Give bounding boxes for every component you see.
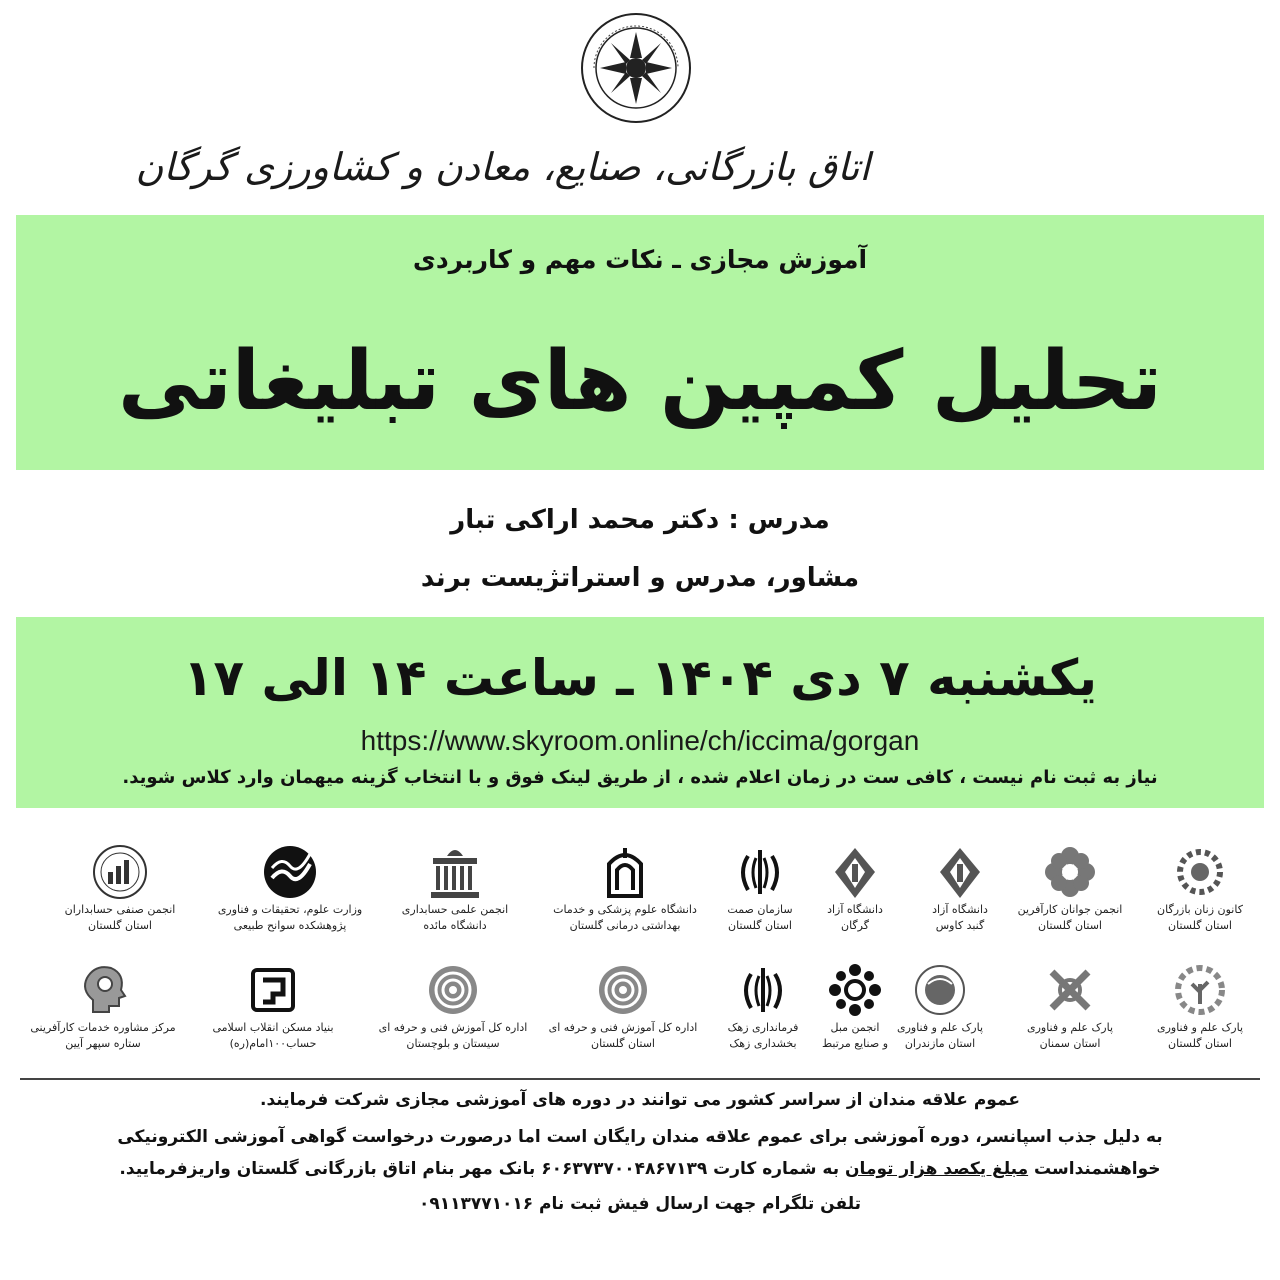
sponsor-item — [193, 960, 353, 1052]
sponsor-name: پارک علم و فناوری — [1156, 1021, 1244, 1034]
accountants-guild-icon — [90, 842, 150, 902]
sponsor-region: استان مازندران — [904, 1037, 976, 1050]
sponsor-item — [210, 842, 370, 934]
sponsor-item — [23, 960, 183, 1052]
sponsor-name: پارک علم و فناوری — [1026, 1021, 1114, 1034]
header — [0, 0, 1280, 205]
sponsor-item — [543, 960, 703, 1052]
course-panel — [16, 215, 1264, 470]
sponsor-region: حساب۱۰۰امام(ره) — [229, 1037, 317, 1050]
gear-flower-icon — [1170, 842, 1230, 902]
footer-line: عموم علاقه مندان از سراسر کشور می توانند در دوره های آموزشی مجازی شرکت فرمایند. — [260, 1090, 1020, 1110]
sponsor-region: گرگان — [841, 919, 869, 932]
tech-park-icon — [1040, 960, 1100, 1020]
university-building-icon — [425, 842, 485, 902]
sponsor-name: وزارت علوم، تحقیقات و فناوری — [217, 903, 363, 916]
sponsor-region: استان گلستان — [1038, 919, 1102, 932]
science-ministry-icon — [260, 842, 320, 902]
azad-university-icon — [930, 842, 990, 902]
sponsor-name: انجمن مبل — [830, 1021, 880, 1034]
sponsor-name: انجمن جوانان کارآفرین — [1017, 903, 1123, 916]
payment-text: خواهشمنداست — [1028, 1159, 1161, 1179]
footer-divider — [20, 1078, 1260, 1080]
sponsor-region: گنبد کاوس — [935, 919, 985, 932]
sponsor-name: انجمن علمی حسابداری — [401, 903, 509, 916]
course-title: تحلیل کمپین های تبلیغاتی — [118, 334, 1162, 429]
sponsor-name: پارک علم و فناوری — [896, 1021, 984, 1034]
sponsor-name: اداره کل آموزش فنی و حرفه ای — [378, 1021, 528, 1034]
sponsor-name: دانشگاه علوم پزشکی و خدمات — [553, 903, 697, 916]
sponsor-name: دانشگاه آزاد — [932, 903, 988, 916]
sponsor-region: استان گلستان — [1168, 919, 1232, 932]
fee-amount: مبلغ یکصد هزار تومان — [845, 1159, 1029, 1179]
vocational-training-icon — [423, 960, 483, 1020]
teacher-role: مشاور، مدرس و استراتژیست برند — [420, 563, 860, 593]
sponsor-region: ستاره سپهر آیین — [65, 1037, 141, 1050]
sponsor-item — [375, 842, 535, 934]
chamber-seal-icon — [580, 12, 692, 124]
sponsor-region: دانشگاه مائده — [423, 919, 487, 932]
sponsor-name: اداره کل آموزش فنی و حرفه ای — [548, 1021, 698, 1034]
sponsor-region: استان گلستان — [88, 919, 152, 932]
footer-line: به دلیل جذب اسپانسر، دوره آموزشی برای عموم علاقه مندان رایگان است اما درصورت درخواست گواهی آموزشی الکترونیکی — [117, 1127, 1163, 1147]
tech-park-icon — [1170, 960, 1230, 1020]
flower-emblem-icon — [1040, 842, 1100, 902]
sponsor-name: کانون زنان بازرگان — [1157, 903, 1243, 916]
consulting-head-icon — [73, 960, 133, 1020]
sponsor-name: فرمانداری زهک — [727, 1021, 799, 1034]
sponsor-item — [373, 960, 533, 1052]
sponsor-region: بهداشتی درمانی گلستان — [569, 919, 681, 932]
teacher-name: مدرس : دکتر محمد اراکی تبار — [450, 505, 830, 535]
sponsor-item — [545, 842, 705, 934]
sponsor-name: سازمان صمت — [727, 903, 793, 916]
sponsor-region: استان گلستان — [1168, 1037, 1232, 1050]
sponsor-name: مرکز مشاوره خدمات کارآفرینی — [30, 1021, 176, 1034]
sponsor-name: دانشگاه آزاد — [827, 903, 883, 916]
session-link[interactable]: https://www.skyroom.online/ch/iccima/gorgan — [360, 725, 920, 756]
course-subtitle: آموزش مجازی ـ نکات مهم و کاربردی — [412, 245, 868, 274]
sponsor-region: استان گلستان — [728, 919, 792, 932]
payment-card-text: به شماره کارت ۶۰۶۳۷۳۷۰۰۴۸۶۷۱۳۹ بانک مهر بنام اتاق بازرگانی گلستان واریزفرمایید. — [119, 1159, 846, 1179]
sponsor-item — [40, 842, 200, 934]
sponsor-region: پژوهشکده سوانح طبیعی — [233, 919, 347, 932]
sponsor-region: استان گلستان — [591, 1037, 655, 1050]
registration-note: نیاز به ثبت نام نیست ، کافی ست در زمان اعلام شده ، از طریق لینک فوق و با انتخاب گزینه میهمان وارد کلاس شوید. — [122, 767, 1158, 788]
session-datetime: یکشنبه ۷ دی ۱۴۰۴ ـ ساعت ۱۴ الی ۱۷ — [183, 649, 1097, 707]
contact-phone: تلفن تلگرام جهت ارسال فیش ثبت نام ۰۹۱۱۳۷۷۱۰۱۶ — [418, 1194, 862, 1214]
sponsor-name: انجمن صنفی حسابداران — [64, 903, 176, 916]
housing-foundation-icon — [243, 960, 303, 1020]
sponsor-item — [683, 960, 843, 1052]
organization-name: اتاق بازرگانی، صنایع، معادن و کشاورزی گرگان — [135, 145, 870, 189]
vocational-training-icon — [593, 960, 653, 1020]
medical-university-icon — [595, 842, 655, 902]
sponsor-region: استان سمنان — [1039, 1037, 1101, 1050]
sponsor-region: و صنایع مرتبط — [821, 1037, 889, 1050]
payment-instructions — [0, 1155, 1280, 1183]
sponsor-region: بخشداری زهک — [729, 1037, 797, 1050]
sponsor-name: بنیاد مسکن انقلاب اسلامی — [212, 1021, 334, 1034]
iran-emblem-icon — [730, 842, 790, 902]
iran-emblem-icon — [733, 960, 793, 1020]
schedule-panel — [16, 617, 1264, 808]
sponsor-region: سیستان و بلوچستان — [406, 1037, 500, 1050]
